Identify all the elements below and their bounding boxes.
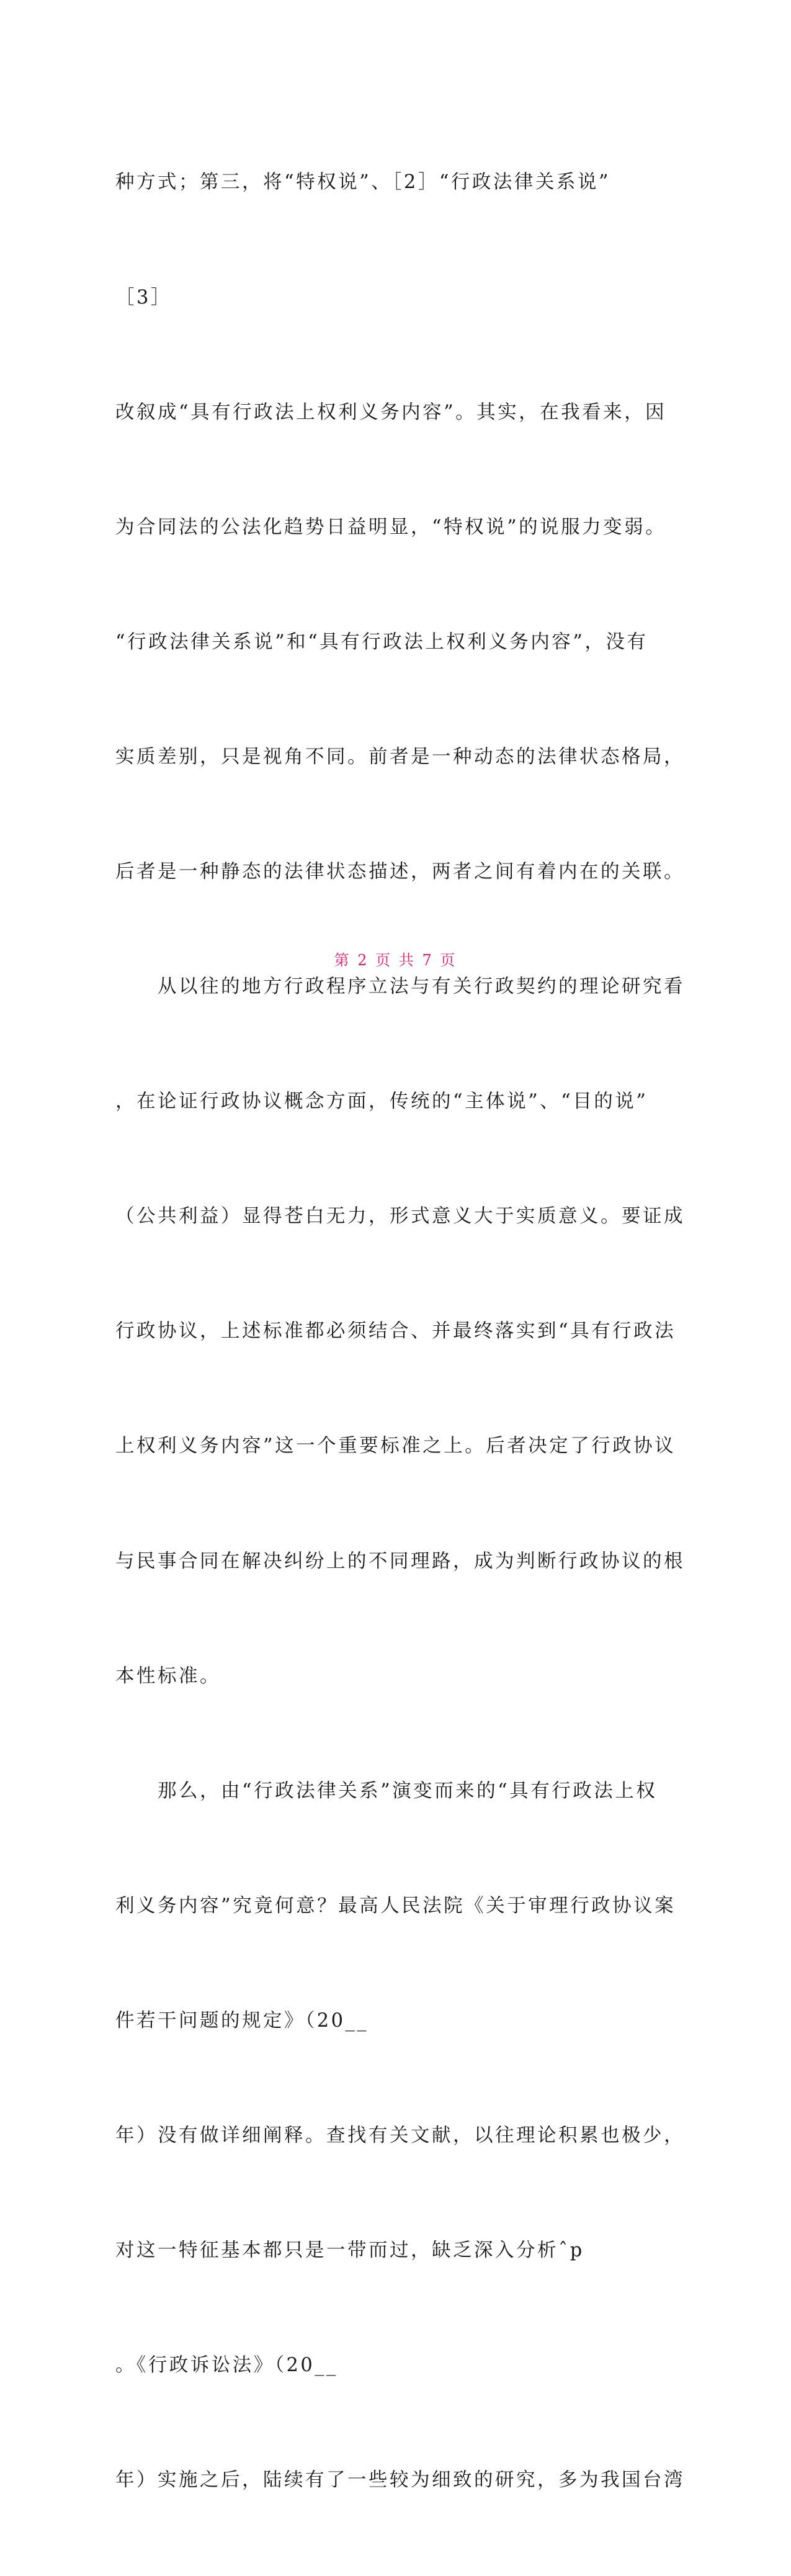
text-line: 上权利义务内容”这一个重要标准之上。后者决定了行政协议	[115, 1435, 676, 1457]
text-line: 后者是一种静态的法律状态描述，两者之间有着内在的关联。	[115, 860, 685, 883]
text-line: 年）没有做详细阐释。查找有关文献，以往理论积累也极少，	[115, 2125, 685, 2146]
text-line: 为合同法的公法化趋势日益明显，“特权说”的说服力变弱。	[115, 516, 667, 538]
text-line: （公共利益）显得苍白无力，形式意义大于实质意义。要证成	[115, 1205, 685, 1228]
text-line: 本性标准。	[115, 1665, 221, 1687]
body-text	[115, 87, 685, 2576]
text-line: 行政协议，上述标准都必须结合、并最终落实到“具有行政法	[115, 1320, 676, 1343]
text-line: 利义务内容”究竟何意？最高人民法院《关于审理行政协议案	[115, 1894, 676, 1917]
text-line: 。《行政诉讼法》（20__	[115, 2354, 338, 2377]
page-number-footer: 第 2 页 共 7 页	[334, 952, 457, 969]
text-line: 实质差别，只是视角不同。前者是一种动态的法律状态格局，	[115, 745, 685, 768]
text-line: 件若干问题的规定》（20__	[115, 2009, 369, 2032]
text-line: ［3］	[115, 286, 172, 308]
text-line: 改叙成“具有行政法上权利义务内容”。其实，在我看来，因	[115, 401, 667, 423]
text-line: 与民事合同在解决纠纷上的不同理路，成为判断行政协议的根	[115, 1550, 685, 1572]
text-line: 种方式；第三，将“特权说”、［2］“行政法律关系说”	[115, 171, 611, 194]
text-line: 年）实施之后，陆续有了一些较为细致的研究，多为我国台湾	[115, 2469, 685, 2492]
text-line: 对这一特征基本都只是一带而过，缺乏深入分析ˆp	[115, 2240, 584, 2262]
text-line: “行政法律关系说”和“具有行政法上权利义务内容”，没有	[115, 631, 648, 653]
text-line: 从以往的地方行政程序立法与有关行政契约的理论研究看	[115, 976, 685, 998]
text-line: 那么，由“行政法律关系”演变而来的“具有行政法上权	[115, 1780, 658, 1802]
text-line: ，在论证行政协议概念方面，传统的“主体说”、“目的说”	[115, 1091, 648, 1113]
